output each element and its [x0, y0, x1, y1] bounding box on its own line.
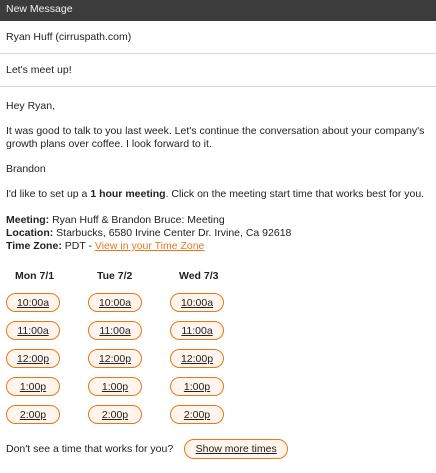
day-column-wed — [170, 270, 252, 433]
day-header: Tue 7/2 — [97, 270, 133, 282]
time-slot-button[interactable]: 12:00p — [6, 349, 60, 368]
intro-text-after: . Click on the meeting start time that works best for you. — [165, 188, 425, 200]
day-header: Mon 7/1 — [15, 270, 55, 282]
show-more-times-button[interactable]: Show more times — [184, 439, 288, 459]
subject-field[interactable] — [0, 54, 436, 87]
day-header: Wed 7/3 — [179, 270, 219, 282]
time-slot-button[interactable]: 10:00a — [6, 293, 60, 312]
intro-text-before: I'd like to set up a — [6, 188, 91, 200]
window-title-bar — [0, 0, 436, 21]
timezone-value: PDT - — [61, 240, 95, 252]
footer-prompt: Don't see a time that works for you? — [6, 443, 174, 455]
time-slot-button[interactable]: 11:00a — [170, 321, 224, 340]
meeting-row — [6, 214, 430, 227]
location-value: Starbucks, 6580 Irvine Center Dr. Irvine, Ca 92618 — [53, 227, 292, 239]
greeting: Hey Ryan, — [6, 100, 56, 112]
meeting-duration: 1 hour meeting — [90, 188, 166, 200]
timezone-row — [6, 240, 430, 253]
time-slot-button[interactable]: 12:00p — [170, 349, 224, 368]
day-column-tue — [88, 270, 170, 433]
meeting-intro — [6, 188, 430, 201]
time-slot-button[interactable]: 10:00a — [170, 293, 224, 312]
signature: Brandon — [6, 163, 46, 175]
meeting-value: Ryan Huff & Brandon Bruce: Meeting — [49, 214, 225, 226]
time-slot-grid — [6, 270, 430, 433]
location-label: Location: — [6, 227, 54, 239]
footer-row — [6, 439, 430, 459]
time-slot-button[interactable]: 11:00a — [88, 321, 142, 340]
timezone-link[interactable]: View in your Time Zone — [94, 240, 205, 252]
time-slot-button[interactable]: 2:00p — [170, 405, 224, 424]
time-slot-button[interactable]: 11:00a — [6, 321, 60, 340]
subject-text: Let's meet up! — [6, 64, 72, 76]
time-slot-button[interactable]: 1:00p — [6, 377, 60, 396]
time-slot-button[interactable]: 12:00p — [88, 349, 142, 368]
time-slot-button[interactable]: 2:00p — [6, 405, 60, 424]
day-column-mon — [6, 270, 88, 433]
time-slot-button[interactable]: 1:00p — [88, 377, 142, 396]
timezone-label: Time Zone: — [6, 240, 62, 252]
message-body[interactable] — [0, 87, 436, 459]
to-recipient: Ryan Huff (cirruspath.com) — [6, 31, 132, 43]
meeting-details — [6, 214, 430, 253]
time-slot-button[interactable]: 10:00a — [88, 293, 142, 312]
time-slot-button[interactable]: 2:00p — [88, 405, 142, 424]
to-field[interactable] — [0, 21, 436, 54]
window-title: New Message — [6, 3, 73, 15]
message-paragraph: It was good to talk to you last week. Let's continue the conversation about your company's growth plans over coffee. I look forward to it. — [6, 125, 425, 150]
meeting-label: Meeting: — [6, 214, 50, 226]
location-row — [6, 227, 430, 240]
time-slot-button[interactable]: 1:00p — [170, 377, 224, 396]
